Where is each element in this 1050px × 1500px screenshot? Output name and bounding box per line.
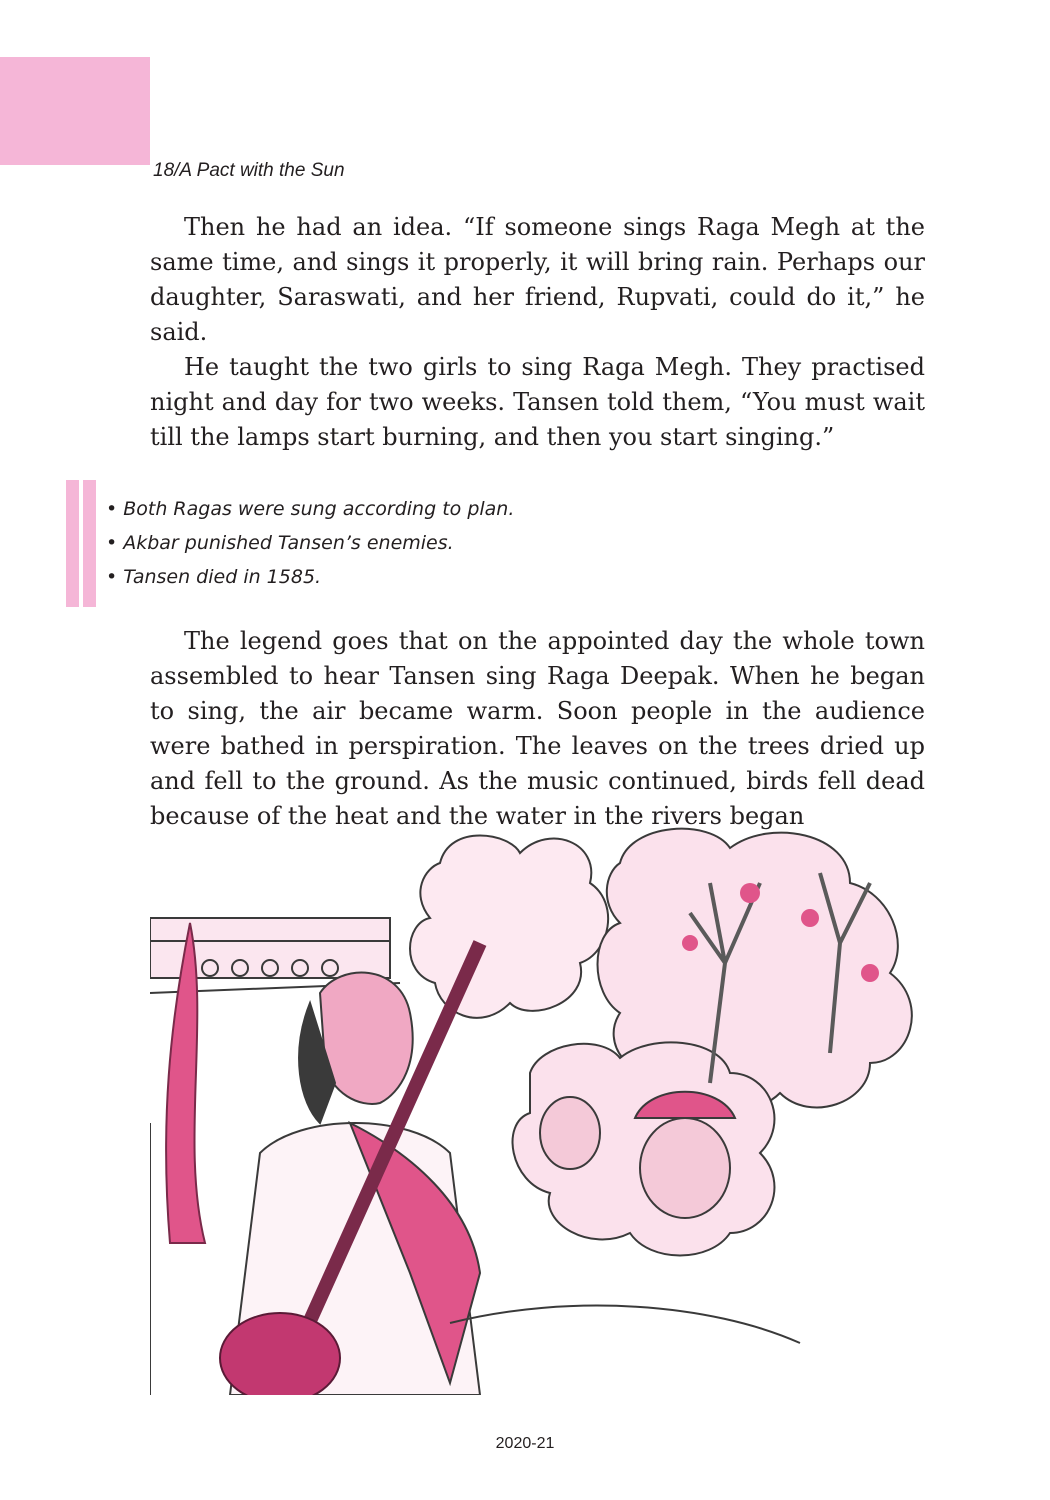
bullet-icon: • [106,498,118,520]
summary-item [106,492,514,526]
paragraph-2: He taught the two girls to sing Raga Megh. They practised night and day for two weeks. Tansen told them, “You must wait till the lamps start burning, and then you start singing.” [150,353,925,451]
bullet-icon: • [106,532,118,554]
summary-item-text: Akbar punished Tansen’s enemies. [123,532,454,554]
paragraph-3: The legend goes that on the appointed day the whole town assembled to hear Tansen sing Raga Deepak. When he began to sing, the air became warm. Soon people in the audience were bathed in perspiration. The leaves on the trees dried up and fell to the ground. As the music continued, birds fell dead because of the heat and the water in the rivers began [150,627,925,830]
corner-color-tab [0,57,150,165]
summary-item [106,526,514,560]
marker-bar [83,480,96,607]
summary-item [106,560,514,594]
page-footer-year: 2020-21 [495,1435,555,1452]
running-head: 18/A Pact with the Sun [153,160,345,181]
paragraph-1: Then he had an idea. “If someone sings Raga Megh at the same time, and sings it properly, it will bring rain. Perhaps our daughter, Saraswati, and her friend, Rupvati, could do it,” he said. [150,213,925,346]
summary-item-text: Both Ragas were sung according to plan. [123,498,515,520]
tansen-illustration [150,823,943,1395]
summary-list [106,492,514,594]
bullet-icon: • [106,566,118,588]
marker-bar [66,480,79,607]
summary-item-text: Tansen died in 1585. [123,566,322,588]
